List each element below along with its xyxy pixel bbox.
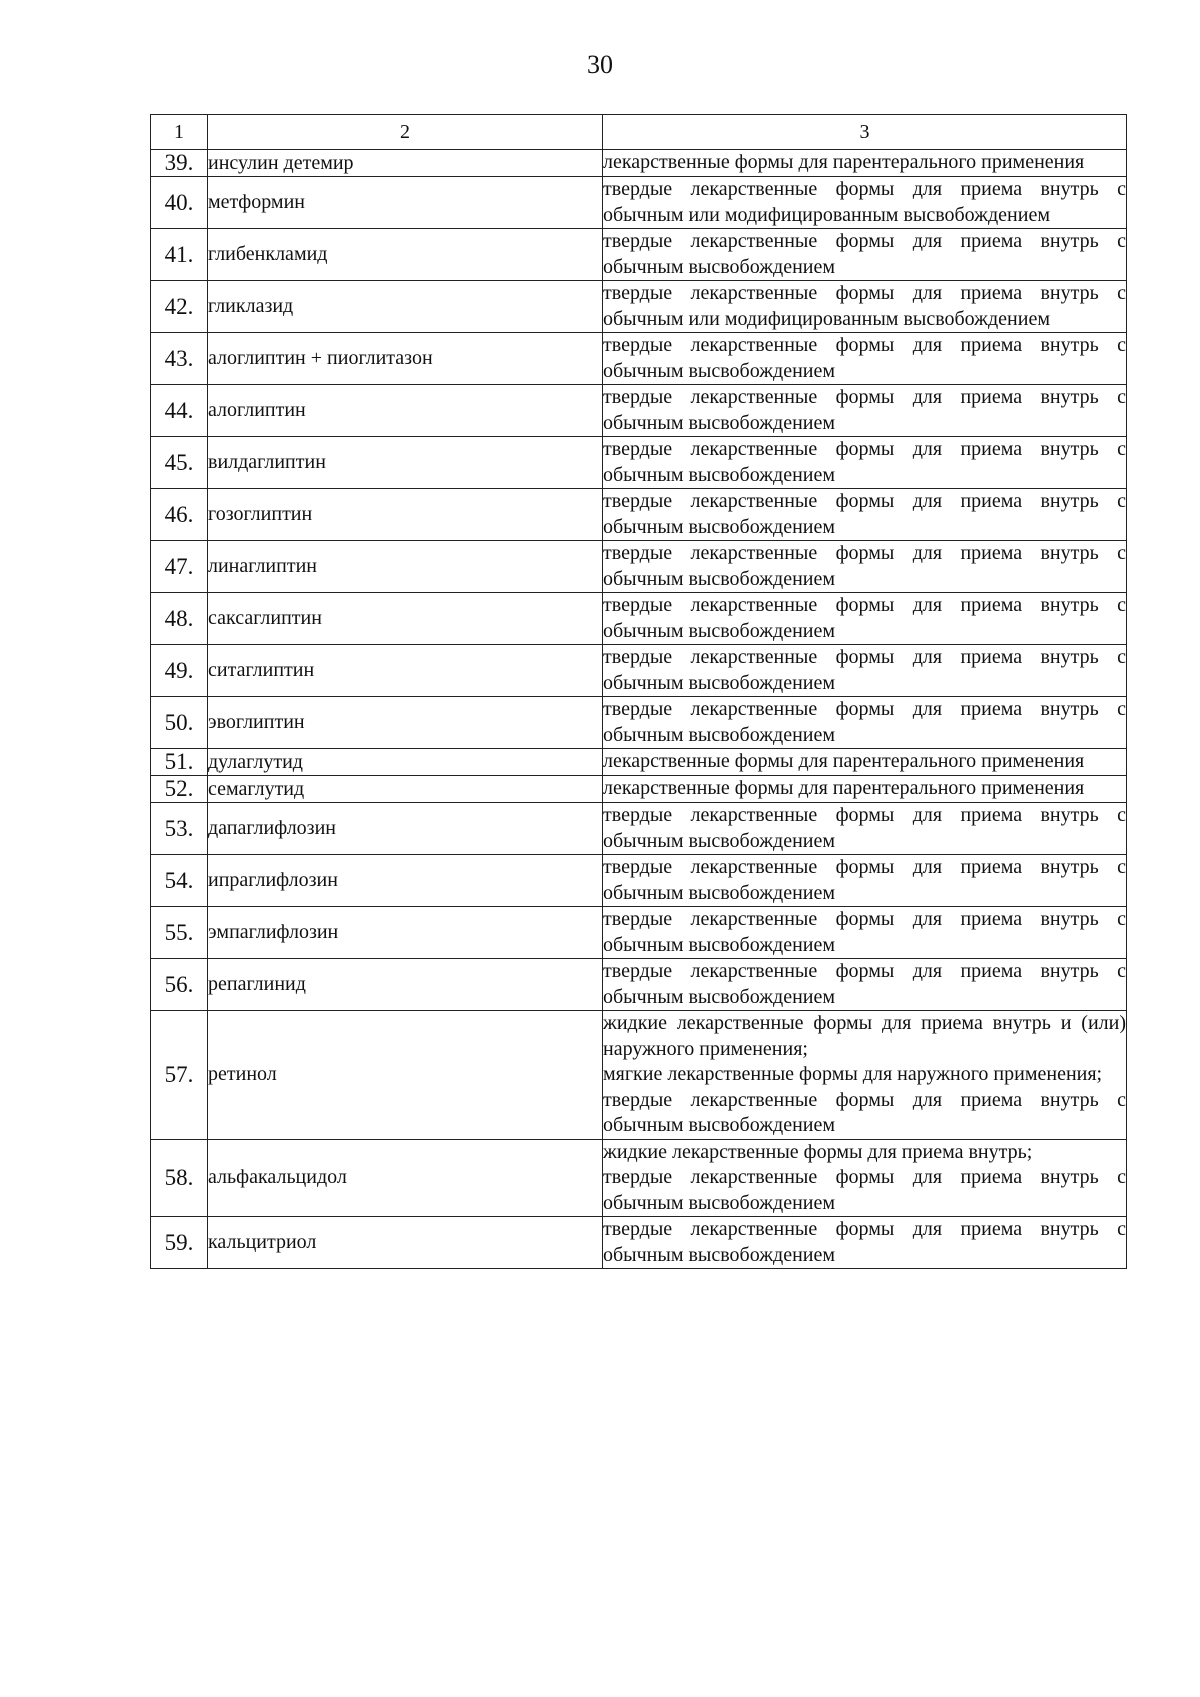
dosage-forms xyxy=(603,1011,1127,1140)
table-row xyxy=(151,1217,1127,1269)
dosage-form-entry: твердые лекарственные формы для приема внутрь с обычным высвобождением xyxy=(603,490,1126,538)
dosage-form-entry: твердые лекарственные формы для приема внутрь с обычным высвобождением xyxy=(603,646,1126,694)
row-number: 52. xyxy=(151,776,208,803)
dosage-forms xyxy=(603,333,1127,385)
dosage-form-entry: твердые лекарственные формы для приема внутрь с обычным высвобождением xyxy=(603,856,1126,904)
row-number: 49. xyxy=(151,645,208,697)
table-row xyxy=(151,150,1127,177)
drug-name: дулаглутид xyxy=(208,749,603,776)
dosage-form-entry: жидкие лекарственные формы для приема внутрь; xyxy=(603,1140,1033,1163)
table-row xyxy=(151,1011,1127,1140)
dosage-forms xyxy=(603,489,1127,541)
dosage-form-entry: твердые лекарственные формы для приема внутрь с обычным высвобождением xyxy=(603,1218,1126,1266)
drug-name: эмпаглифлозин xyxy=(208,907,603,959)
dosage-forms xyxy=(603,855,1127,907)
row-number: 40. xyxy=(151,177,208,229)
drug-name: кальцитриол xyxy=(208,1217,603,1269)
row-number: 50. xyxy=(151,697,208,749)
drug-name: линаглиптин xyxy=(208,541,603,593)
dosage-forms xyxy=(603,541,1127,593)
drug-name: ситаглиптин xyxy=(208,645,603,697)
row-number: 53. xyxy=(151,803,208,855)
table-row xyxy=(151,281,1127,333)
dosage-form-entry: твердые лекарственные формы для приема внутрь с обычным высвобождением xyxy=(603,1166,1126,1214)
dosage-form-entry: мягкие лекарственные формы для наружного применения; xyxy=(603,1063,1103,1085)
table-row xyxy=(151,855,1127,907)
drug-name: метформин xyxy=(208,177,603,229)
dosage-form-entry: твердые лекарственные формы для приема внутрь с обычным высвобождением xyxy=(603,960,1126,1008)
table-header-row xyxy=(151,115,1127,150)
row-number: 56. xyxy=(151,959,208,1011)
dosage-form-entry: лекарственные формы для парентерального применения xyxy=(603,750,1085,773)
dosage-forms xyxy=(603,593,1127,645)
dosage-form-entry: твердые лекарственные формы для приема внутрь с обычным высвобождением xyxy=(603,804,1126,852)
table-row xyxy=(151,437,1127,489)
row-number: 46. xyxy=(151,489,208,541)
dosage-forms xyxy=(603,1217,1127,1269)
dosage-forms xyxy=(603,749,1127,776)
dosage-forms xyxy=(603,697,1127,749)
table-row xyxy=(151,776,1127,803)
drug-name: альфакальцидол xyxy=(208,1139,603,1217)
drug-name: дапаглифлозин xyxy=(208,803,603,855)
drug-name: ретинол xyxy=(208,1011,603,1140)
drug-name: гликлазид xyxy=(208,281,603,333)
table-body xyxy=(151,150,1127,1269)
drug-name: глибенкламид xyxy=(208,229,603,281)
dosage-form-entry: твердые лекарственные формы для приема внутрь с обычным высвобождением xyxy=(603,386,1126,434)
table-row xyxy=(151,749,1127,776)
dosage-form-entry: твердые лекарственные формы для приема внутрь с обычным высвобождением xyxy=(603,908,1126,956)
dosage-form-entry: твердые лекарственные формы для приема внутрь с обычным высвобождением xyxy=(603,542,1126,590)
dosage-forms xyxy=(603,437,1127,489)
table-row xyxy=(151,803,1127,855)
drug-name: вилдаглиптин xyxy=(208,437,603,489)
drug-name: семаглутид xyxy=(208,776,603,803)
table-row xyxy=(151,177,1127,229)
dosage-form-entry: твердые лекарственные формы для приема внутрь с обычным высвобождением xyxy=(603,334,1126,382)
dosage-forms xyxy=(603,645,1127,697)
dosage-forms xyxy=(603,959,1127,1011)
row-number: 55. xyxy=(151,907,208,959)
drug-name: репаглинид xyxy=(208,959,603,1011)
dosage-forms xyxy=(603,803,1127,855)
row-number: 57. xyxy=(151,1011,208,1140)
row-number: 42. xyxy=(151,281,208,333)
dosage-forms xyxy=(603,776,1127,803)
table-row xyxy=(151,1139,1127,1217)
row-number: 41. xyxy=(151,229,208,281)
table-row xyxy=(151,229,1127,281)
drug-table xyxy=(150,114,1127,1269)
drug-name: эвоглиптин xyxy=(208,697,603,749)
page-number: 30 xyxy=(587,50,613,79)
table-row xyxy=(151,959,1127,1011)
dosage-form-entry: твердые лекарственные формы для приема внутрь с обычным высвобождением xyxy=(603,230,1126,278)
drug-name: саксаглиптин xyxy=(208,593,603,645)
dosage-form-entry: твердые лекарственные формы для приема внутрь с обычным или модифицированным высвобождением xyxy=(603,282,1126,330)
dosage-form-entry: твердые лекарственные формы для приема внутрь с обычным или модифицированным высвобождением xyxy=(603,178,1126,226)
table-row xyxy=(151,333,1127,385)
table-row xyxy=(151,489,1127,541)
dosage-form-entry: твердые лекарственные формы для приема внутрь с обычным высвобождением xyxy=(603,698,1126,746)
dosage-form-entry: лекарственные формы для парентерального применения xyxy=(603,777,1085,800)
drug-name: инсулин детемир xyxy=(208,150,603,177)
column-header-1: 1 xyxy=(151,115,208,150)
row-number: 44. xyxy=(151,385,208,437)
row-number: 58. xyxy=(151,1139,208,1217)
column-header-2: 2 xyxy=(208,115,603,150)
table-row xyxy=(151,593,1127,645)
table-row xyxy=(151,645,1127,697)
dosage-forms xyxy=(603,150,1127,177)
dosage-form-entry: жидкие лекарственные формы для приема внутрь и (или) наружного применения; xyxy=(603,1012,1126,1060)
row-number: 51. xyxy=(151,749,208,776)
dosage-form-entry: твердые лекарственные формы для приема внутрь с обычным высвобождением xyxy=(603,1088,1126,1136)
row-number: 54. xyxy=(151,855,208,907)
drug-name: алоглиптин + пиоглитазон xyxy=(208,333,603,385)
dosage-form-entry: твердые лекарственные формы для приема внутрь с обычным высвобождением xyxy=(603,594,1126,642)
table-row xyxy=(151,907,1127,959)
row-number: 45. xyxy=(151,437,208,489)
table-row xyxy=(151,541,1127,593)
dosage-forms xyxy=(603,281,1127,333)
drug-name: алоглиптин xyxy=(208,385,603,437)
table-row xyxy=(151,697,1127,749)
dosage-forms xyxy=(603,229,1127,281)
row-number: 43. xyxy=(151,333,208,385)
dosage-forms xyxy=(603,1139,1127,1217)
drug-name: гозоглиптин xyxy=(208,489,603,541)
row-number: 48. xyxy=(151,593,208,645)
row-number: 59. xyxy=(151,1217,208,1269)
column-header-3: 3 xyxy=(603,115,1127,150)
row-number: 39. xyxy=(151,150,208,177)
row-number: 47. xyxy=(151,541,208,593)
dosage-forms xyxy=(603,385,1127,437)
dosage-forms xyxy=(603,177,1127,229)
dosage-form-entry: твердые лекарственные формы для приема внутрь с обычным высвобождением xyxy=(603,438,1126,486)
dosage-forms xyxy=(603,907,1127,959)
drug-name: ипраглифлозин xyxy=(208,855,603,907)
table-row xyxy=(151,385,1127,437)
dosage-form-entry: лекарственные формы для парентерального применения xyxy=(603,151,1085,174)
